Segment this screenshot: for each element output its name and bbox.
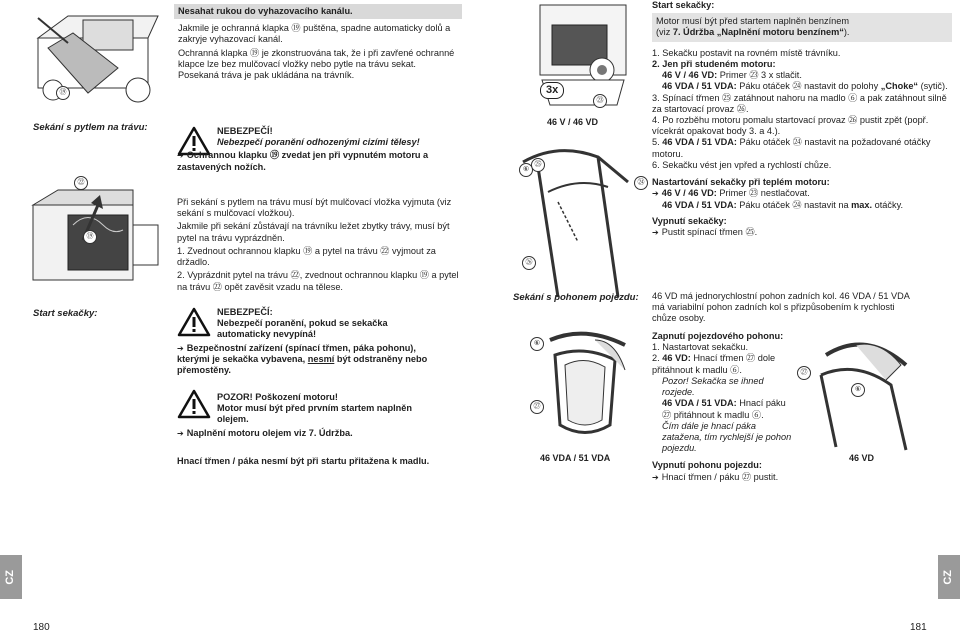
danger1-text: Nebezpečí poranění odhozenými cizími tělesy! — [217, 137, 420, 148]
start-step-6: 6. Sekačku vést jen vpřed a rychlostí chůze. — [652, 159, 832, 170]
warm-start-line-1: ➔ 46 V / 46 VD: Primer ㉓ nestlačovat. — [652, 188, 952, 199]
danger2-title: NEBEZPEČÍ: — [217, 307, 273, 317]
callout-27: ㉗ — [530, 400, 544, 414]
start-steps: 1. Sekačku postavit na rovném místě trávníku. 2. Jen při studeném motoru: 46 V / 46 VD: Primer ㉓ 3 x stlačit. 46 VDA / 51 VDA: Páku otáček ㉔ nastavit do polohy „Choke“ (sytič). 3. Spínací třmen ㉕ zatáhnout nahoru na madlo ⑥ a pak zatáhnout silně za startovací provaz ㉖. 4. Po rozběhu motoru pomalu startovací provaz ㉖ pustit zpět (popř. vícekrát opakovat body 3. a 4.). 5. 46 VDA / 51 VDA: Páku otáček ㉔ nastavit na požadované otáčky motoru. 6. Sekačku vést jen vpřed a rychlostí chůze. — [652, 48, 952, 171]
caution-text: Motor musí být před prvním startem naplněn olejem. — [217, 403, 413, 425]
drive-off-line: ➔ Hnací třmen / páku ㉗ pustit. — [652, 472, 792, 483]
start-step-4: 4. Po rozběhu motoru pomalu startovací provaz ㉖ pustit zpět (popř. vícekrát opakovat body 3. a 4.). — [652, 114, 929, 137]
press-3x-badge: 3x — [540, 82, 564, 99]
start-header: Start sekačky: — [652, 0, 715, 10]
callout-6-c: ⑥ — [851, 383, 865, 397]
start-step-1: 1. Sekačku postavit na rovném místě trávníku. — [652, 47, 841, 58]
flap-paragraph-1: Jakmile je ochranná klapka ⑲ puštěna, spadne automaticky dolů a zakryje vyhazovací kanál. — [178, 23, 451, 45]
warm-start-header: Nastartování sekačky při teplém motoru: — [652, 177, 830, 188]
bag-step-2: 2. Vyprázdnit pytel na trávu ㉒, zvednout ochrannou klapku ⑲ a pytel na trávu ㉒ opět zavěsit vzadu na tělese. — [177, 270, 459, 292]
drive-on-step-2: 2. 46 VD: Hnací třmen ㉗ dole přitáhnout k madlu ⑥. — [652, 353, 776, 375]
caption-46vda-51vda: 46 VDA / 51 VDA — [540, 453, 611, 463]
switch-off-line: ➔ Pustit spínací třmen ㉕. — [652, 227, 952, 238]
bag-paragraph-2: Jakmile při sekání zůstávají na trávníku ležet zbytky trávy, musí být pytel na trávu vyprázdněn. — [177, 221, 450, 243]
caption-46vd: 46 VD — [849, 453, 875, 463]
drive-on-step-1: 1. Nastartovat sekačku. — [652, 342, 749, 353]
start-step-3: 3. Spínací třmen ㉕ zatáhnout nahoru na madlo ⑥ a pak zatáhnout silně za startovací provaz ㉖. — [652, 92, 947, 114]
drive-lever-illustration — [530, 325, 642, 445]
drive-intro: 46 VD má jednorychlostní pohon zadních kol. 46 VDA / 51 VDA má variabilní pohon zadních kol s přizpůsobením k rychlosti chůze osoby. — [652, 291, 910, 324]
start-step-5: 5. 46 VDA / 51 VDA: Páku otáček ㉔ nastavit na požadované otáčky motoru. — [652, 137, 931, 159]
side-label-start: Start sekačky: — [33, 308, 98, 319]
danger2-text: Nebezpečí poranění, pokud se sekačka automaticky nevypíná! — [217, 318, 388, 340]
side-label-drive: Sekání s pohonem pojezdu: — [513, 292, 639, 303]
danger1-title: NEBEZPEČÍ! — [217, 126, 273, 136]
top-warning-header: Nesahat rukou do vyhazovacího kanálu. — [174, 4, 462, 19]
warm-start-line-2: 46 VDA / 51 VDA: Páku otáček ㉔ nastavit na max. otáčky. — [662, 199, 904, 210]
callout-27-b: ㉗ — [797, 366, 811, 380]
page-number-right: 181 — [910, 622, 927, 633]
callout-6-b: ⑥ — [530, 337, 544, 351]
callout-23: ㉓ — [593, 94, 607, 108]
caution-action: ➔ Naplnění motoru olejem viz 7. Údržba. — [177, 428, 442, 439]
start-step-2: 2. Jen při studeném motoru: — [652, 58, 776, 69]
callout-24: ㉔ — [634, 176, 648, 190]
country-tab-left: CZ — [0, 555, 22, 599]
mower-flap-illustration — [28, 8, 168, 108]
drive-on-header: Zapnutí pojezdového pohonu: — [652, 331, 784, 341]
start-fuel-box: Motor musí být před startem naplněn benzínem (viz 7. Údržba „Naplnění motoru benzínem“). — [652, 13, 952, 41]
callout-flap: ⑲ — [56, 86, 70, 100]
bottom-note: Hnací třmen / páka nesmí být při startu přitažena k madlu. — [177, 456, 430, 466]
caution-title: POZOR! Poškození motoru! — [217, 392, 338, 402]
callout-flap-2: ⑲ — [83, 230, 97, 244]
bag-step-1: 1. Zvednout ochrannou klapku ⑲ a pytel na trávu ㉒ vyjmout za držadlo. — [177, 245, 436, 268]
bag-paragraph-1: Při sekání s pytlem na trávu musí být mulčovací vložka vyjmuta (viz sekání s mulčovací vložkou). — [177, 197, 452, 219]
caption-46v-46vd: 46 V / 46 VD — [547, 117, 599, 127]
page-number-left: 180 — [33, 622, 50, 633]
switch-off-header: Vypnutí sekačky: — [652, 215, 727, 226]
side-label-grass-bag: Sekání s pytlem na trávu: — [33, 122, 148, 133]
danger1-action: ➔ Ochrannou klapku ⑲ zvedat jen při vypnutém motoru a zastavených nožích. — [177, 150, 439, 172]
danger2-action: ➔ Bezpečnostní zařízení (spínací třmen, páka pohonu), kterými je sekačka vybavena, nesmí být odstraněny nebo přemostěny. — [177, 343, 442, 377]
callout-6: ⑥ — [519, 163, 533, 177]
callout-25: ㉕ — [531, 158, 545, 172]
flap-paragraph-2: Ochranná klapka ⑲ je zkonstruována tak, že i při zavřené ochranné klapce lze bez mulčovací vložky nebo pytle na trávu sekat. Posekaná tráva je pak ukládána na trávník. — [178, 47, 455, 81]
callout-26: ㉖ — [522, 256, 536, 270]
callout-bag: ㉒ — [74, 176, 88, 190]
drive-off-header: Vypnutí pohonu pojezdu: — [652, 460, 762, 471]
country-tab-right: CZ — [938, 555, 960, 599]
